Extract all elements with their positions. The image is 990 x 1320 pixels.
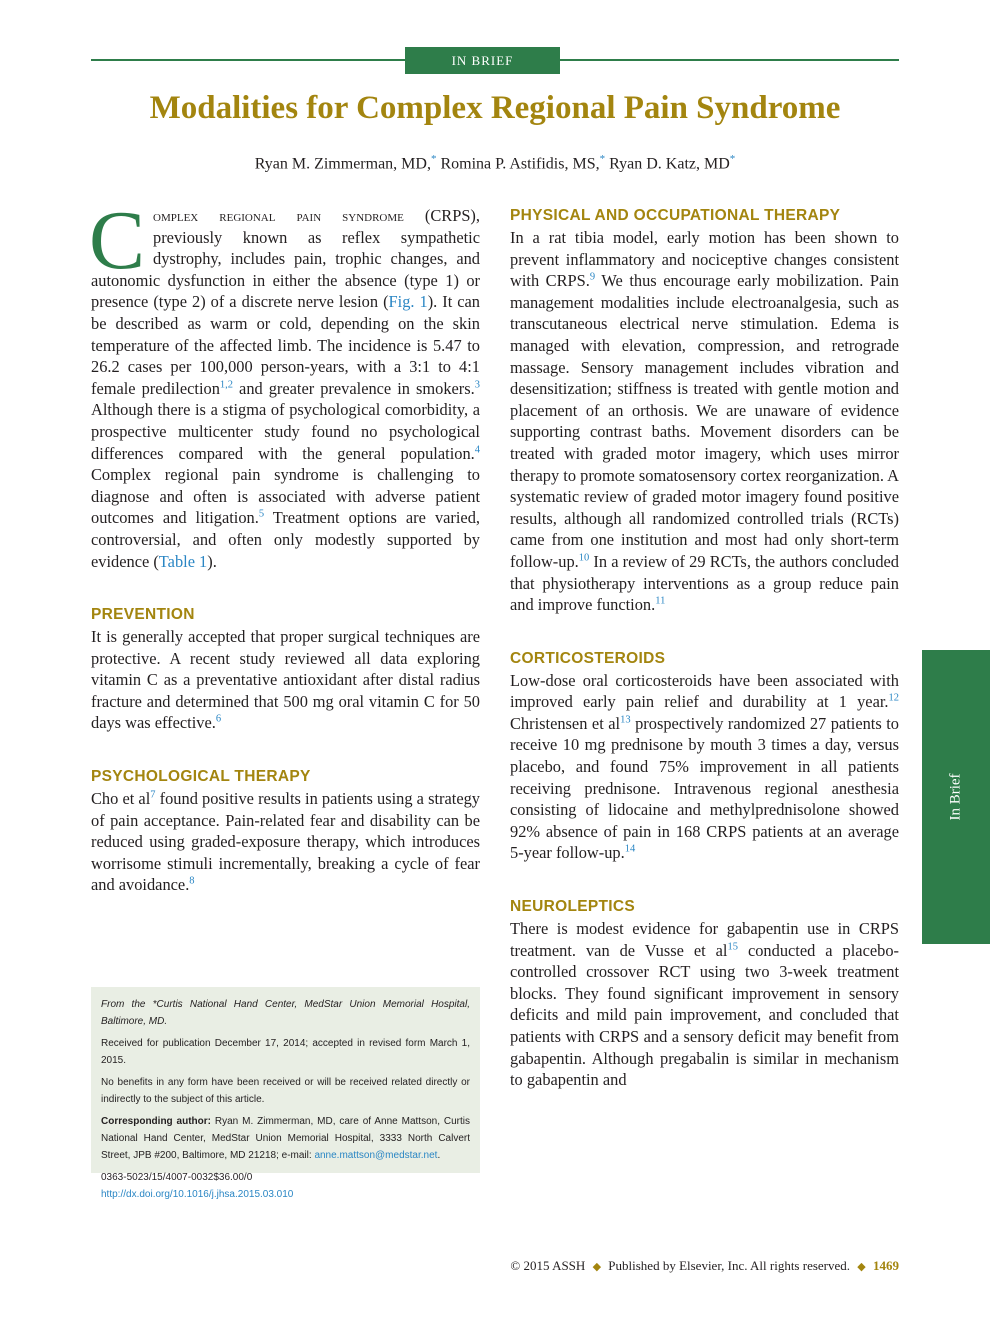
psychological-therapy-paragraph: Cho et al$^7$ found positive results in patients using a strategy of pain acceptance. Pain-related fear and disability can be reduced using graded-exposure therapy, which introduces worrisome stimuli incrementally, breaking a cycle of fear and avoidance.$^8$ <box>91 789 480 895</box>
prevention-paragraph: It is generally accepted that proper surgical techniques are protective. A recent study reviewed all data exploring vitamin C as a preventative antioxidant after distal radius fracture and determined that 500 mg oral vitamin C for 50 days was effective.$^6$ <box>91 627 480 733</box>
author-list <box>0 153 990 173</box>
right-column <box>510 205 899 1091</box>
side-tab-label: In Brief <box>947 773 964 821</box>
publisher-text: Published by Elsevier, Inc. All rights reserved. <box>608 1258 851 1273</box>
ref-link-3[interactable]: 3 <box>474 379 480 391</box>
corticosteroids-heading: CORTICOSTEROIDS <box>510 649 666 667</box>
affiliation-note: From the *Curtis National Hand Center, MedStar Union Memorial Hospital, Baltimore, MD. <box>101 999 470 1027</box>
ref-link-4[interactable]: 4 <box>474 444 480 456</box>
doi-link[interactable]: http://dx.doi.org/10.1016/j.jhsa.2015.03.010 <box>101 1189 294 1200</box>
ref-link-11[interactable]: 11 <box>655 595 666 607</box>
ref-link-14[interactable]: 14 <box>624 843 636 855</box>
ref-link-13[interactable]: 13 <box>620 714 631 726</box>
ref-link-8[interactable]: 8 <box>189 875 195 887</box>
issn-text: 0363-5023/15/4007-0032$36.00/0 <box>101 1172 253 1183</box>
author-1-affil-link[interactable]: * <box>430 153 437 165</box>
article-title: Modalities for Complex Regional Pain Syndrome <box>149 90 841 126</box>
figure-1-link[interactable]: Fig. 1 <box>388 292 428 312</box>
prevention-heading: PREVENTION <box>91 606 195 624</box>
diamond-separator-icon: ◆ <box>592 1261 602 1273</box>
received-note: Received for publication December 17, 2014; accepted in revised form March 1, 2015. <box>101 1038 470 1066</box>
page-number: 1469 <box>873 1258 899 1273</box>
ref-link-6[interactable]: 6 <box>215 714 222 725</box>
intro-paragraph: Complex regional pain syndrome (CRPS), previously known as reflex sympathetic dystrophy, includes pain, trophic changes, and autonomic dysfunction in either the absence (type 1) or presence (type 2) of a discrete nerve lesion (Fig. 1). It can be described as warm or cold, depending on the skin temperature of the affected limb. The incidence is 5.47 to 26.2 cases per 100,000 person-years, with a 3:1 to 4:1 female predilection$^{1,2}$ and greater prevalence in smokers.$^3$ Although there is a stigma of psychological comorbidity, a prospective multicenter study found no psychological differences compared with the general population.$^4$ Complex regional pain syndrome is challenging to diagnose and often is associated with adverse patient outcomes and litigation.$^5$ Treatment options are varied, controversial, and often only modestly supported by evidence (Table 1). <box>89 194 480 571</box>
section-banner: IN BRIEF <box>405 47 560 74</box>
page-footer <box>510 1258 899 1274</box>
corticosteroids-paragraph: Low-dose oral corticosteroids have been associated with improved early pain relief and durability at 1 year.$^{12}$ Christensen et al$^{13}$ prospectively randomized 27 patients to receive 10 mg prednisone by mouth 3 times a day, versus placebo, and found 75% improvement in all patients receiving prednisone. Intravenous regional anesthesia consisting of lidocaine and methylprednisolone showed 92% absence of pain in 168 CRPS patients at an average 5-year follow-up.$^{14}$ <box>510 670 899 863</box>
copyright-text: © 2015 ASSH <box>510 1258 586 1273</box>
in-brief-side-tab <box>922 650 990 944</box>
ref-link-5[interactable]: 5 <box>258 508 265 520</box>
ref-link-10[interactable]: 10 <box>578 552 590 564</box>
ref-link-12[interactable]: 12 <box>888 692 899 704</box>
left-column <box>89 194 480 896</box>
benefits-note: No benefits in any form have been received or will be received related directly or indirectly to the subject of this article. <box>101 1077 470 1105</box>
author-2-affil-link[interactable]: * <box>599 153 606 165</box>
neuroleptics-paragraph: There is modest evidence for gabapentin use in CRPS treatment. van de Vusse et al$^{15}$ conducted a placebo-controlled crossover RCT using two 3-week treatment blocks. They found significant improvement in sensory deficits and mild pain improvement, and concluded that patients with CRPS and a sensory deficit may benefit from gabapentin. Although pregabalin is similar in mechanism to gabapentin and <box>510 919 899 1090</box>
intro-section <box>89 194 480 572</box>
neuroleptics-heading: NEUROLEPTICS <box>510 898 636 916</box>
author-3: Ryan D. Katz, MD <box>609 155 730 173</box>
author-1: Ryan M. Zimmerman, MD, <box>254 155 431 173</box>
corresponding-author-note: Corresponding author: Ryan M. Zimmerman, MD, care of Anne Mattson, Curtis National Hand Center, MedStar Union Memorial Hospital, 3333 North Calvert Street, JPB #200, Baltimore, MD 21218; e-mail: anne.mattson@medstar.net. <box>101 1116 470 1161</box>
email-link[interactable]: anne.mattson@medstar.net <box>314 1150 438 1161</box>
ref-link-7[interactable]: 7 <box>150 789 156 801</box>
diamond-separator-icon: ◆ <box>857 1261 866 1273</box>
table-1-link[interactable]: Table 1 <box>158 551 208 571</box>
author-2: Romina P. Astifidis, MS, <box>440 155 600 173</box>
author-3-affil-link[interactable]: * <box>729 153 736 165</box>
issn-doi-note <box>101 1169 470 1203</box>
drop-cap: C <box>89 194 146 287</box>
ref-link-15[interactable]: 15 <box>727 941 738 953</box>
ref-link-1-2[interactable]: 1,2 <box>219 379 234 391</box>
ref-link-9[interactable]: 9 <box>589 271 596 283</box>
physical-therapy-paragraph: In a rat tibia model, early motion has been shown to prevent inflammatory and nociceptive changes consistent with CRPS.$^9$ We thus encourage early mobilization. Pain management modalities include electroanalgesia, such as transcutaneous electrical nerve stimulation. Edema is managed with elevation, compression, and retrograde massage. Sensory management includes vibration and desensitization; stiffness is treated with gentle motion and placement of an orthosis. We are unaware of evidence supporting contrast baths. Movement disorders can be treated with graded motor imagery, which uses mirror therapy to promote somatosensory cortex reorganization. A systematic review of graded motor imagery found positive results, although all randomized controlled trials (RCTs) came from one institution and most had only short-term follow-up.$^{10}$ In a review of 29 RCTs, the authors concluded that physiotherapy interventions as a group reduce pain and improve function.$^{11}$ <box>510 228 899 615</box>
psychological-therapy-heading: PSYCHOLOGICAL THERAPY <box>91 768 311 786</box>
physical-therapy-heading: PHYSICAL AND OCCUPATIONAL THERAPY <box>510 207 841 224</box>
article-footnote-box <box>91 987 480 1200</box>
